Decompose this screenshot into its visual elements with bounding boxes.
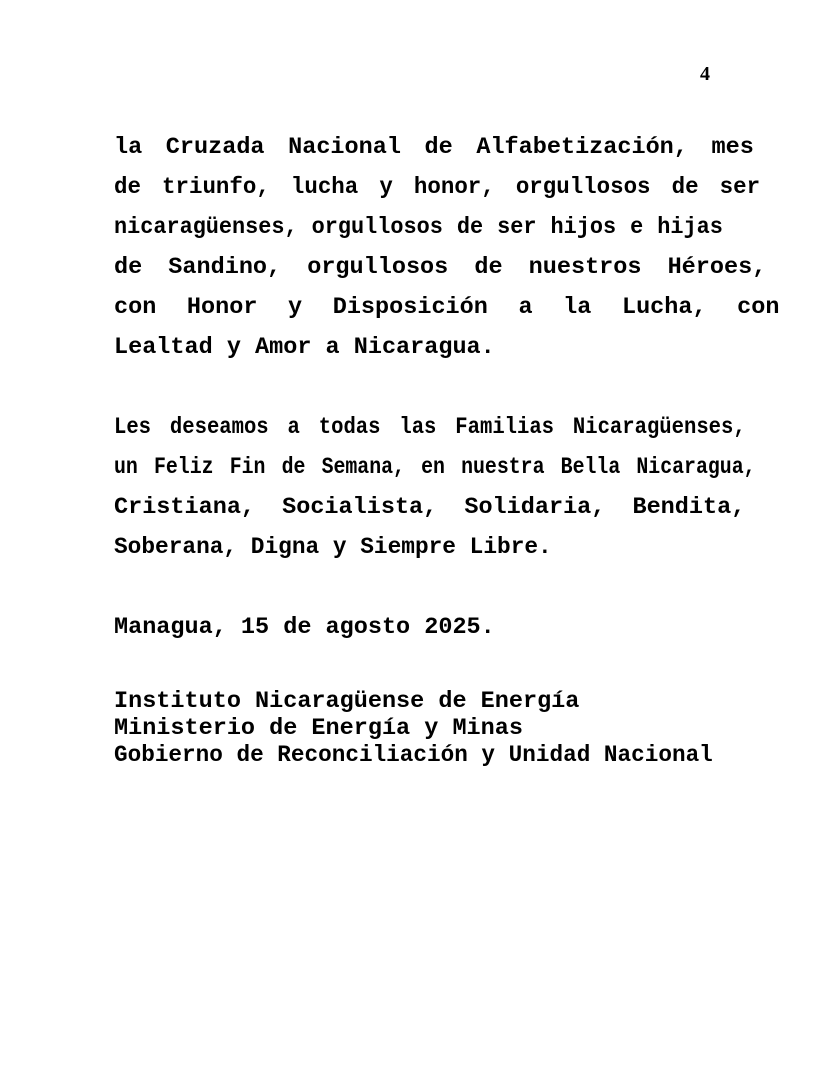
text-line: nicaragüenses, orgullosos de ser hijos e hijas: [114, 214, 723, 241]
dateline: [114, 608, 710, 648]
text-line: con Honor y Disposición a la Lucha, con: [114, 294, 780, 321]
signature-line-government: Gobierno de Reconciliación y Unidad Nacional: [114, 742, 713, 769]
text-line: de Sandino, orgullosos de nuestros Héroes,: [114, 254, 767, 281]
text-line: la Cruzada Nacional de Alfabetización, mes: [114, 134, 754, 161]
text-line: Soberana, Digna y Siempre Libre.: [114, 534, 552, 561]
text-line: un Feliz Fin de Semana, en nuestra Bella Nicaragua,: [114, 454, 756, 481]
paragraph-2: [114, 408, 756, 568]
dateline-text: Managua, 15 de agosto 2025.: [114, 614, 495, 641]
page-number: 4: [700, 63, 710, 85]
signature-line-ministry: Ministerio de Energía y Minas: [114, 715, 523, 742]
text-line: Lealtad y Amor a Nicaragua.: [114, 334, 495, 361]
text-line: de triunfo, lucha y honor, orgullosos de ser: [114, 174, 761, 201]
signature-line-institution: Instituto Nicaragüense de Energía: [114, 688, 580, 715]
text-line: Cristiana, Socialista, Solidaria, Bendita,: [114, 494, 746, 521]
text-line: Les deseamos a todas las Familias Nicaragüenses,: [114, 414, 746, 441]
signature-block: [114, 688, 774, 769]
paragraph-1: [114, 128, 780, 368]
document-body: [114, 128, 780, 568]
